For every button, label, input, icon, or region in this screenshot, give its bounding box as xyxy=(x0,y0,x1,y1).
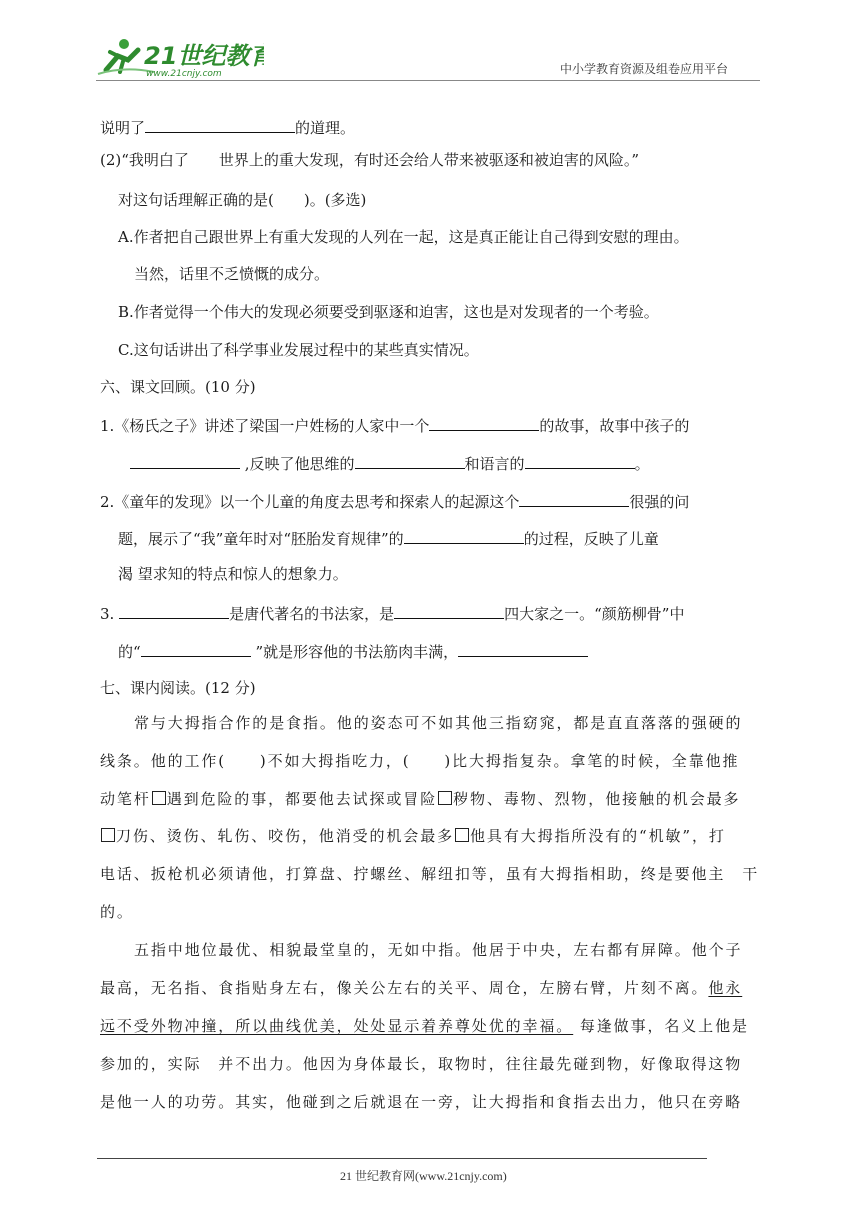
question-2: (2)“我明白了 世界上的重大发现，有时还会给人带来被驱逐和被迫害的风险。” xyxy=(100,151,640,169)
blank-box[interactable] xyxy=(455,828,469,842)
footer-text: 21 世纪教育网(www.21cnjy.com) xyxy=(340,1169,507,1183)
blank-box[interactable] xyxy=(101,828,115,842)
passage-line: 的。 xyxy=(100,903,134,921)
option-a-cont: 当然，话里不乏愤慨的成分。 xyxy=(134,265,330,283)
passage-line: 刀伤、烫伤、轧伤、咬伤，他消受的机会最多 他具有大拇指所没有的“机敏”，打 xyxy=(100,826,726,846)
passage-line: 电话、扳枪机必须请他，打算盘、拧螺丝、解纽扣等，虽有大拇指相助，终是要他主 干 xyxy=(100,865,760,883)
review-3: 3. 是唐代著名的书法家，是 四大家之一。“颜筋柳骨”中 xyxy=(100,602,684,624)
review-2-cont: 题，展示了“我”童年时对“胚胎发育规律”的 的过程，反映了儿童 xyxy=(118,527,659,549)
section-seven-heading: 七、课内阅读。(12 分) xyxy=(100,679,256,697)
site-logo xyxy=(94,36,264,80)
review-2: 2.《童年的发现》以一个儿童的角度去思考和探索人的起源这个 很强的问 xyxy=(100,490,689,512)
svg-text:www.21cnjy.com: www.21cnjy.com xyxy=(146,69,222,79)
blank-box[interactable] xyxy=(438,791,452,805)
review-1-cont: ,反映了他思维的 和语言的 。 xyxy=(130,452,650,474)
passage-line: 是他一人的功劳。其实，他碰到之后就退在一旁，让大拇指和食指去出力，他只在旁略 xyxy=(100,1093,743,1111)
passage-line: 线条。他的工作( )不如大拇指吃力，( )比大拇指复杂。拿笔的时候，全靠他推 xyxy=(100,752,740,770)
svg-text:21世纪教育: 21世纪教育 xyxy=(144,42,264,70)
section-six-heading: 六、课文回顾。(10 分) xyxy=(100,378,256,396)
blank-box[interactable] xyxy=(152,791,166,805)
option-b: B.作者觉得一个伟大的发现必须要受到驱逐和迫害，这也是对发现者的一个考验。 xyxy=(118,303,659,321)
question-2-prompt: 对这句话理解正确的是( )。(多选) xyxy=(118,191,367,209)
option-c: C.这句话讲出了科学事业发展过程中的某些真实情况。 xyxy=(118,341,479,359)
review-1: 1.《杨氏之子》讲述了梁国一户姓杨的人家中一个 的故事，故事中孩子的 xyxy=(100,414,689,436)
passage-line: 参加的，实际 并不出力。他因为身体最长，取物时，往往最先碰到物，好像取得这物 xyxy=(100,1055,743,1073)
passage-line: 五指中地位最优、相貌最堂皇的，无如中指。他居于中央，左右都有屏障。他个子 xyxy=(134,941,743,959)
passage-line: 远不受外物冲撞，所以曲线优美，处处显示着养尊处优的幸福。 每逢做事，名义上他是 xyxy=(100,1017,749,1035)
passage-line: 常与大拇指合作的是食指。他的姿态可不如其他三指窈窕，都是直直落落的强硬的 xyxy=(134,714,743,732)
review-2-end: 渴 望求知的特点和惊人的想象力。 xyxy=(118,565,348,583)
passage-line: 最高，无名指、食指贴身左右，像关公左右的关平、周仓，左膀右臂，片刻不离。他永 xyxy=(100,979,743,997)
platform-name: 中小学教育资源及组卷应用平台 xyxy=(560,62,729,76)
passage-line: 动笔杆 遇到危险的事，都要他去试探或冒险 秽物、毒物、烈物，他接触的机会最多 xyxy=(100,790,741,808)
line-1: 说明了 的道理。 xyxy=(100,116,355,138)
footer-divider xyxy=(97,1158,707,1159)
option-a: A.作者把自己跟世界上有重大发现的人列在一起，这是真正能让自己得到安慰的理由。 xyxy=(118,228,689,246)
review-3-cont: 的“ ”就是形容他的书法筋肉丰满， xyxy=(118,640,588,662)
header-divider xyxy=(96,80,760,81)
